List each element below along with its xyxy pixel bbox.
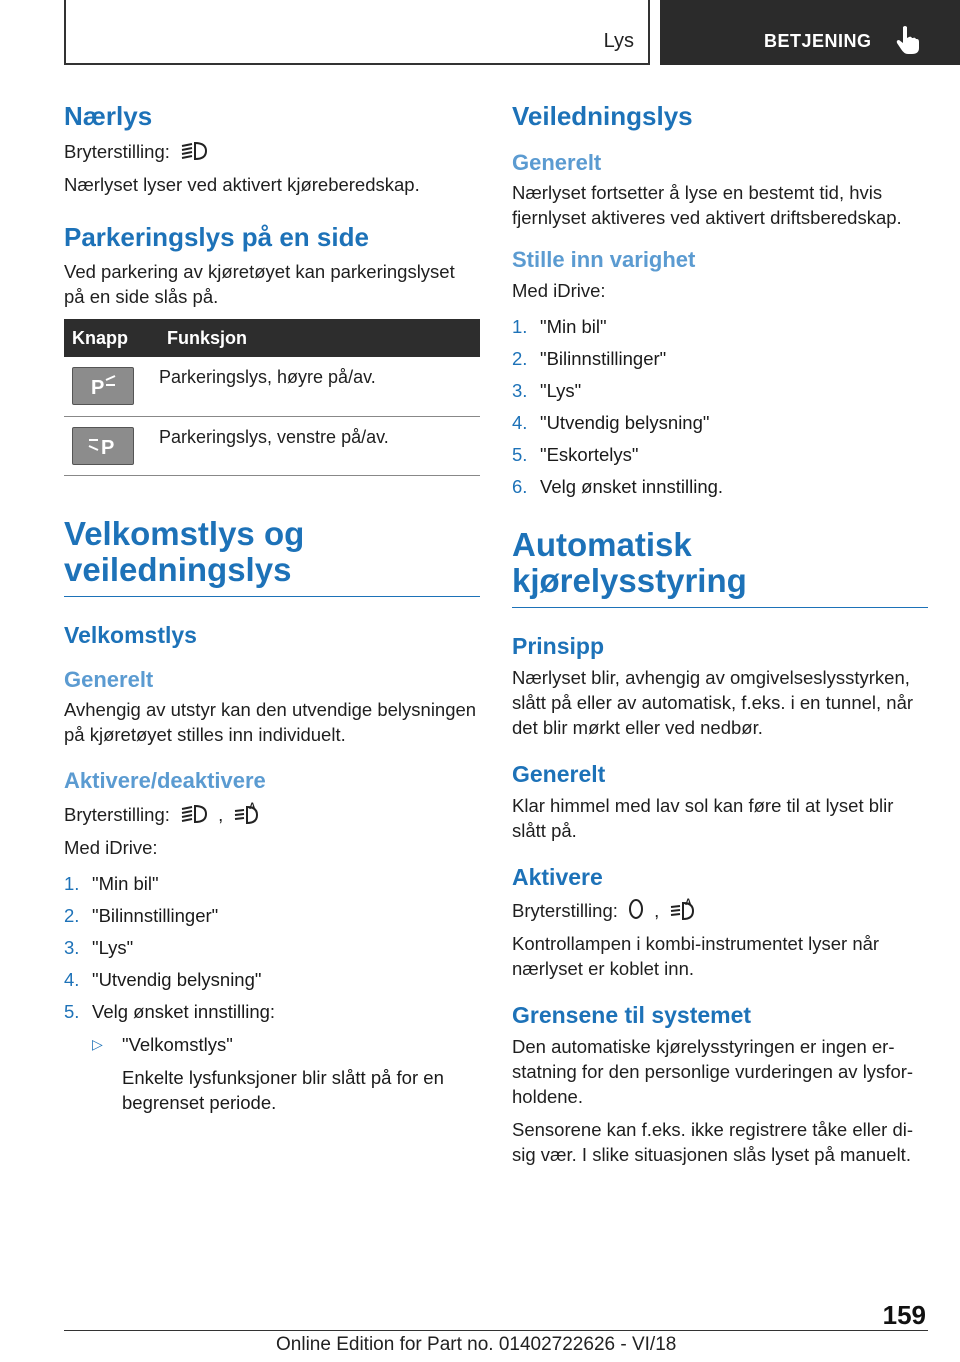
auto-generelt-text: Klar himmel med lav sol kan føre til at lyset blir slått på. <box>512 794 894 841</box>
auto-switch-line <box>512 897 928 923</box>
velkomst-aktivere-heading: Aktivere/deaktivere <box>64 768 266 794</box>
auto-generelt-heading: Generelt <box>512 760 606 787</box>
svg-text:A: A <box>249 800 256 811</box>
list-item: 3. "Lys" <box>64 936 134 958</box>
table-header-knapp: Knapp <box>64 319 159 357</box>
veiledning-generelt-heading: Generelt <box>512 149 602 175</box>
low-beam-icon <box>179 803 209 825</box>
list-item: 5. Velg ønsket innstilling: <box>64 1000 276 1022</box>
footer-divider <box>64 1330 862 1331</box>
auto-light-icon <box>232 801 260 825</box>
header-chapter-tab <box>660 0 960 65</box>
switch-position-zero-icon <box>627 897 645 921</box>
parking-light-right-icon <box>85 373 121 399</box>
velkomst-generelt-heading: Generelt <box>64 666 154 692</box>
left-column <box>64 100 480 1115</box>
svg-text:P: P <box>91 377 105 399</box>
switch-label: Bryterstilling: <box>64 140 170 162</box>
list-item: 1. "Min bil" <box>512 315 607 337</box>
footer-edition-text: Online Edition for Part no. 01402722626 - VI/18 <box>276 1334 677 1355</box>
header-section-title: Lys <box>603 30 634 52</box>
hand-pointer-icon <box>894 24 922 56</box>
velkomst-steps-list <box>64 868 480 1028</box>
list-item: 2. "Bilinnstillinger" <box>512 347 667 369</box>
page-number: 159 <box>882 1300 926 1330</box>
veiledning-idrive-label: Med iDrive: <box>512 279 606 301</box>
parking-light-left-icon <box>85 433 121 459</box>
list-item: 2. "Bilinnstillinger" <box>64 904 219 926</box>
parking-light-table <box>64 319 480 476</box>
velkomstlys-heading: Velkomstlys <box>64 622 197 649</box>
table-cell-function: Parkeringslys, høyre på/av. <box>159 357 480 416</box>
auto-aktivere-heading: Aktivere <box>512 863 603 890</box>
comma-separator: , <box>218 803 224 825</box>
table-row <box>64 357 480 416</box>
prinsipp-heading: Prinsipp <box>512 633 605 660</box>
auto-light-main-heading: Automatisk kjørelysstyring <box>512 527 928 609</box>
auto-aktivere-text: Kontrollampen i kombi-instrumentet lyser når nærlyset er koblet inn. <box>512 933 880 980</box>
velkomstlys-main-heading: Velkomstlys og veiledningslys <box>64 516 480 598</box>
svg-text:A: A <box>685 897 692 908</box>
auto-light-icon <box>668 897 696 921</box>
velkomst-idrive-label: Med iDrive: <box>64 836 158 858</box>
table-row <box>64 416 480 475</box>
list-item: 1. "Min bil" <box>64 872 159 894</box>
low-beam-icon <box>179 140 209 162</box>
switch-label: Bryterstilling: <box>64 803 170 825</box>
table-header-funksjon: Funksjon <box>159 319 480 357</box>
grenser-text-2: Sensorene kan f.eks. ikke registrere tåke eller disig vær. I slike situasjonen slås lyset på manuelt. <box>512 1119 914 1166</box>
switch-label: Bryterstilling: <box>512 900 618 922</box>
veiledning-generelt-text: Nærlyset fortsetter å lyse en bestemt tid, hvis fjernlyset aktiveres ved aktivert driftsberedskap. <box>512 182 902 228</box>
parkeringslys-text: Ved parkering av kjøretøyet kan parkeringslyset på en side slås på. <box>64 261 455 307</box>
velkomst-generelt-text: Avhengig av utstyr kan den utvendige belysningen på kjøretøyet stilles inn individuelt. <box>64 699 477 746</box>
sub-item-label: "Velkomstlys" <box>122 1033 233 1055</box>
list-item: 5. "Eskortelys" <box>512 443 639 465</box>
sub-item-text: Enkelte lysfunksjoner blir slått på for en begrenset periode. <box>122 1066 444 1113</box>
svg-text:P: P <box>101 436 115 459</box>
table-cell-function: Parkeringslys, venstre på/av. <box>159 416 480 475</box>
right-column <box>512 100 928 1167</box>
header-section-box <box>64 0 650 65</box>
veiledningslys-heading: Veiledningslys <box>512 101 693 131</box>
list-item: 4. "Utvendig belysning" <box>512 411 710 433</box>
header-chapter-label: BETJENING <box>764 31 872 51</box>
parking-light-right-button <box>72 367 134 405</box>
velkomst-switch-line <box>64 801 480 827</box>
varighet-heading: Stille inn varighet <box>512 247 696 272</box>
grenser-text-1: Den automatiske kjørelysstyringen er ingen erstatning for den personlige vurderingen av lysforholdene. <box>512 1036 914 1108</box>
parking-light-left-button <box>72 427 134 465</box>
list-item: 3. "Lys" <box>512 379 582 401</box>
veiledning-steps-list <box>512 311 928 503</box>
comma-separator: , <box>654 900 660 922</box>
footer-divider <box>862 1330 928 1331</box>
grenser-heading: Grensene til systemet <box>512 1002 752 1029</box>
naerlys-text: Nærlyset lyser ved aktivert kjøreberedskap. <box>64 173 420 195</box>
prinsipp-text: Nærlyset blir, avhengig av omgivelseslysstyrken, slått på eller av automatisk, f.eks. i en tunnel, når det blir mørkt eller ved nedbør. <box>512 666 914 738</box>
list-item: 6. Velg ønsket innstilling. <box>512 475 724 497</box>
triangle-bullet-icon: ▷ <box>92 1035 103 1052</box>
list-item: 4. "Utvendig belysning" <box>64 968 262 990</box>
naerlys-switch-line <box>64 139 480 164</box>
velkomst-sub-item <box>64 1032 480 1115</box>
parkeringslys-heading: Parkeringslys på en side <box>64 221 369 252</box>
naerlys-heading: Nærlys <box>64 101 153 131</box>
